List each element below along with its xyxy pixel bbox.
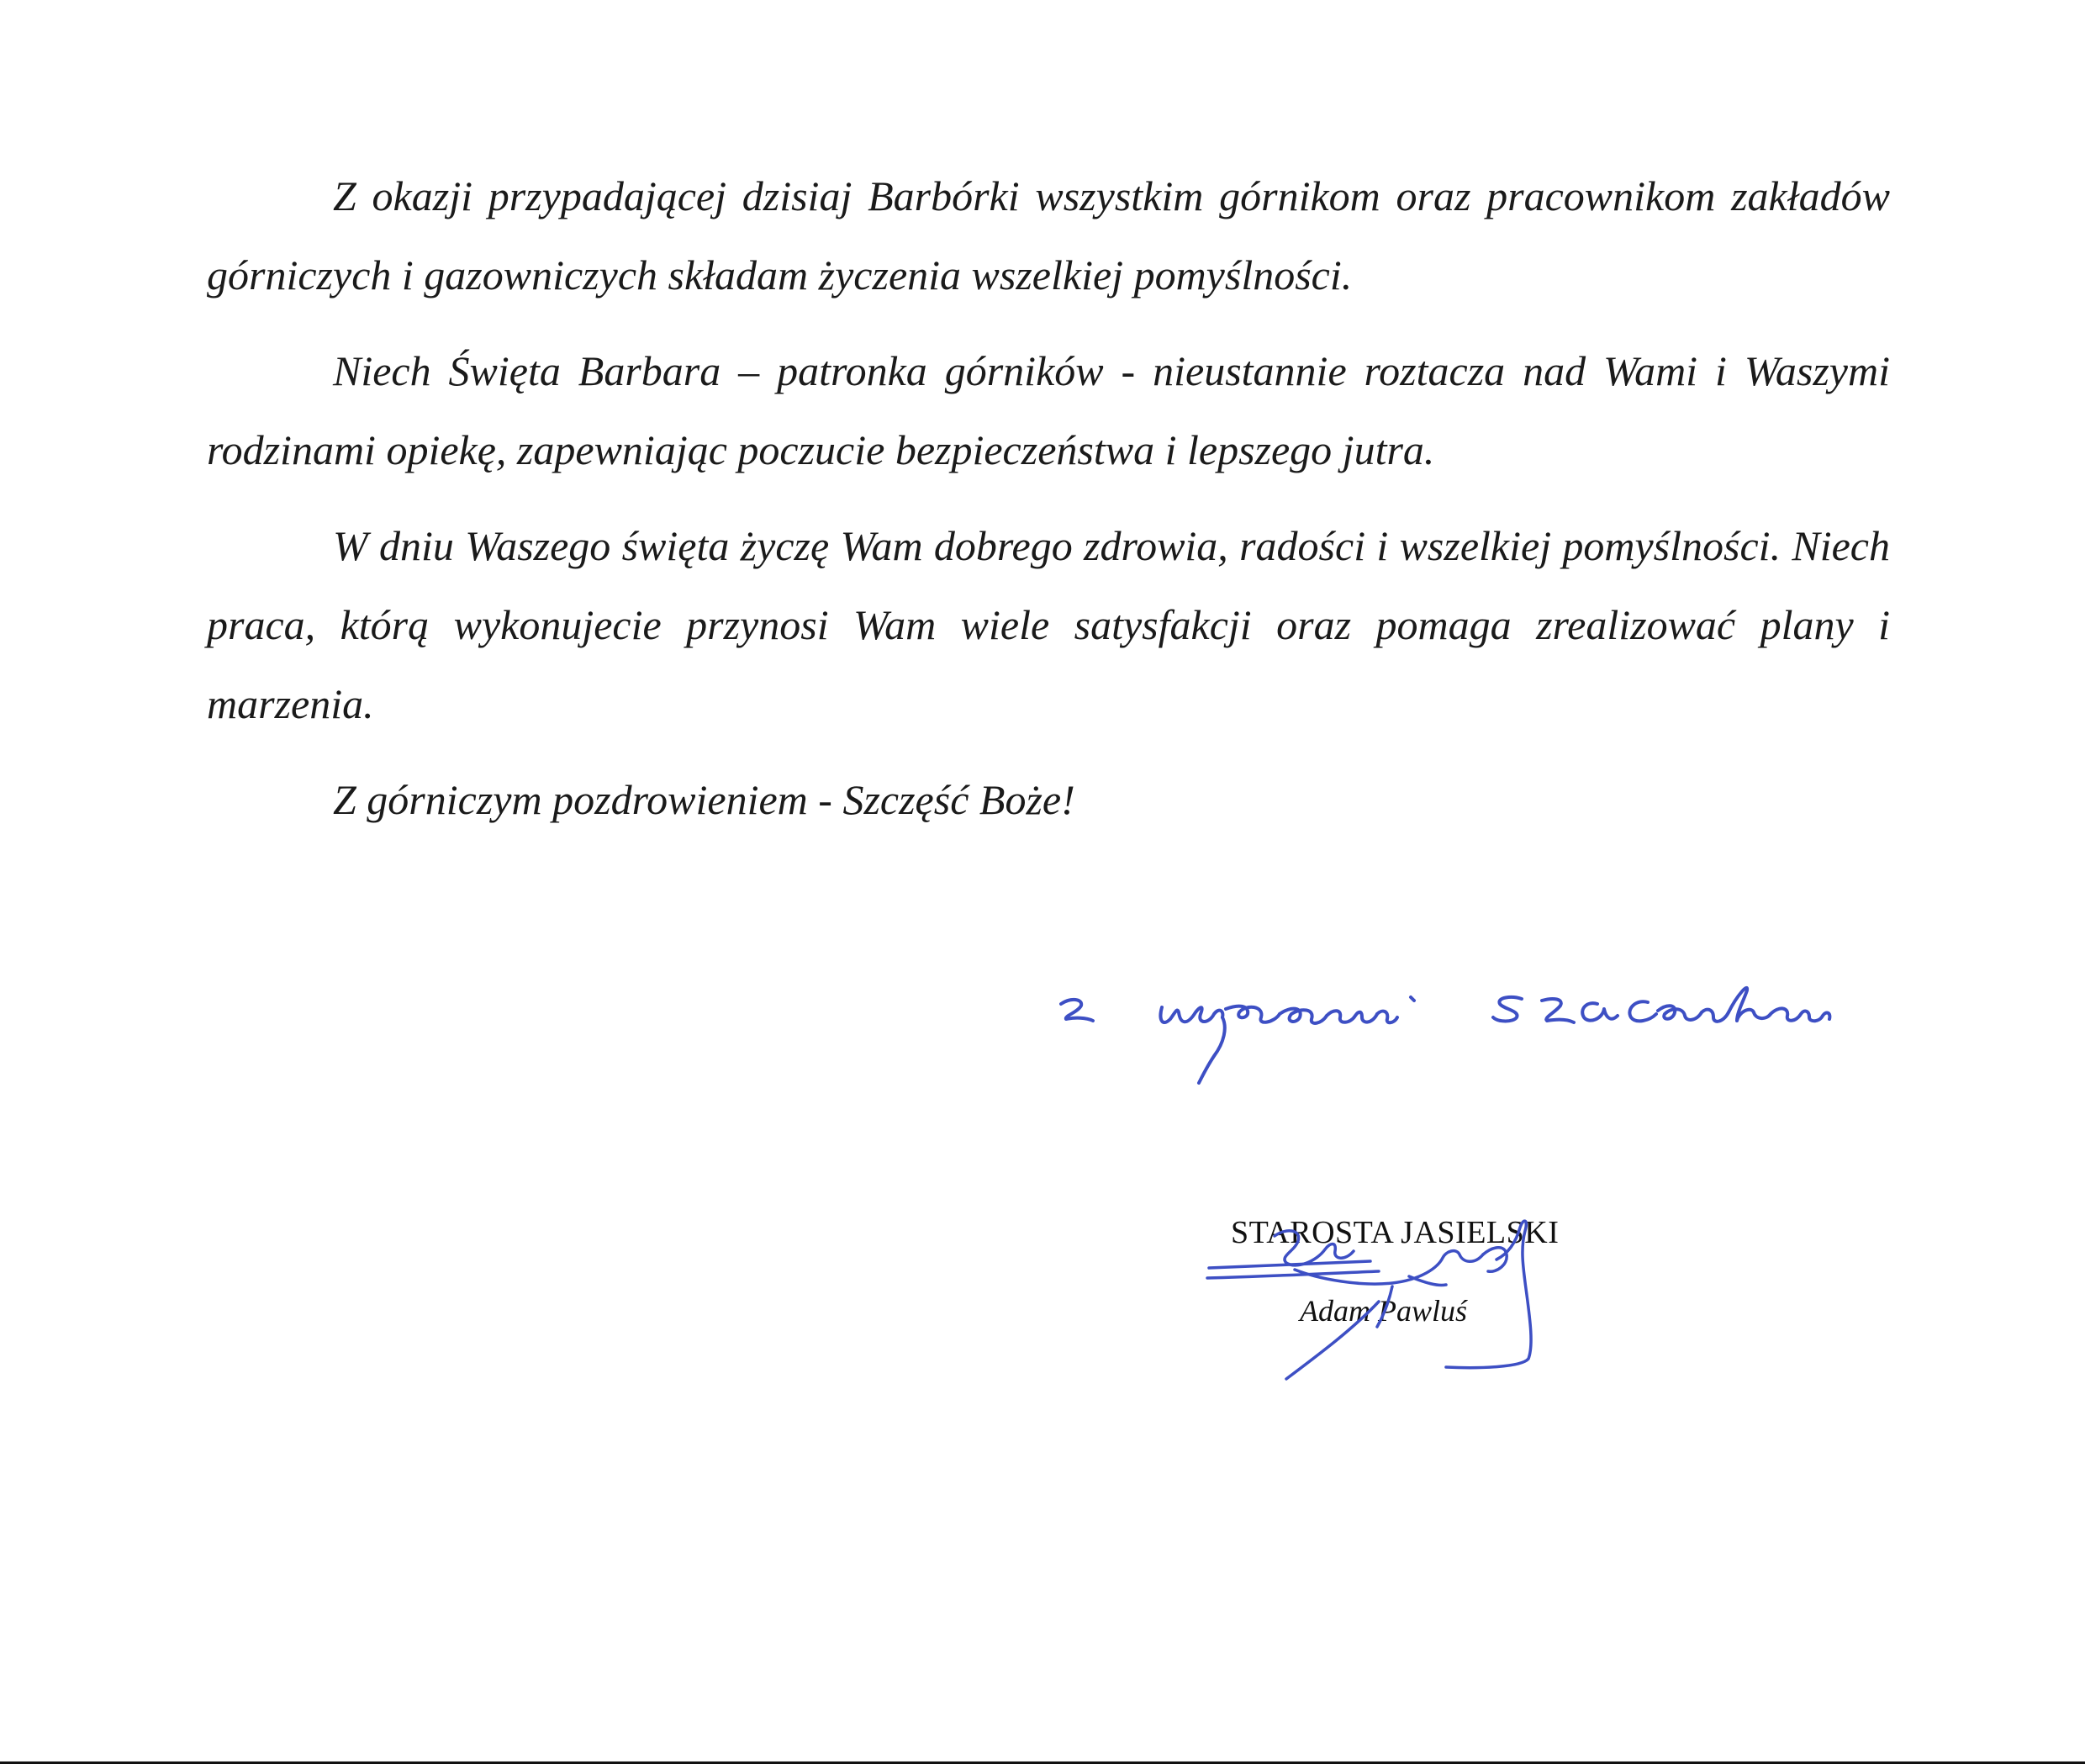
signature-name: Adam Pawluś [1300,1294,1468,1328]
handwritten-signature [1194,1202,1631,1404]
letter-body [207,156,1890,839]
handwritten-closing-ink [1059,975,1917,1101]
signature-block [1194,1202,1631,1404]
signature-title: STAROSTA JASIELSKI [1231,1215,1560,1250]
handwritten-closing-text [1059,975,1060,976]
handwritten-closing [1059,975,1917,1101]
paragraph-saint-barbara: Niech Święta Barbara – patronka górników - nieustannie roztacza nad Wami i Waszymi rodzinami opiekę, zapewniając poczucie bezpieczeństwa i lepszego jutra. [207,347,1890,473]
greeting-line: Z górniczym pozdrowieniem - Szczęść Boże! [333,776,1075,823]
paragraph-holiday-wishes: W dniu Waszego święta życzę Wam dobrego zdrowia, radości i wszelkiej pomyślności. Niech praca, którą wykonujecie przynosi Wam wiele satysfakcji oraz pomaga zrealizować plany i marzenia. [207,522,1890,727]
paragraph-wishes: Z okazji przypadającej dzisiaj Barbórki wszystkim górnikom oraz pracownikom zakładów górniczych i gazowniczych składam życzenia wszelkiej pomyślności. [207,172,1890,298]
